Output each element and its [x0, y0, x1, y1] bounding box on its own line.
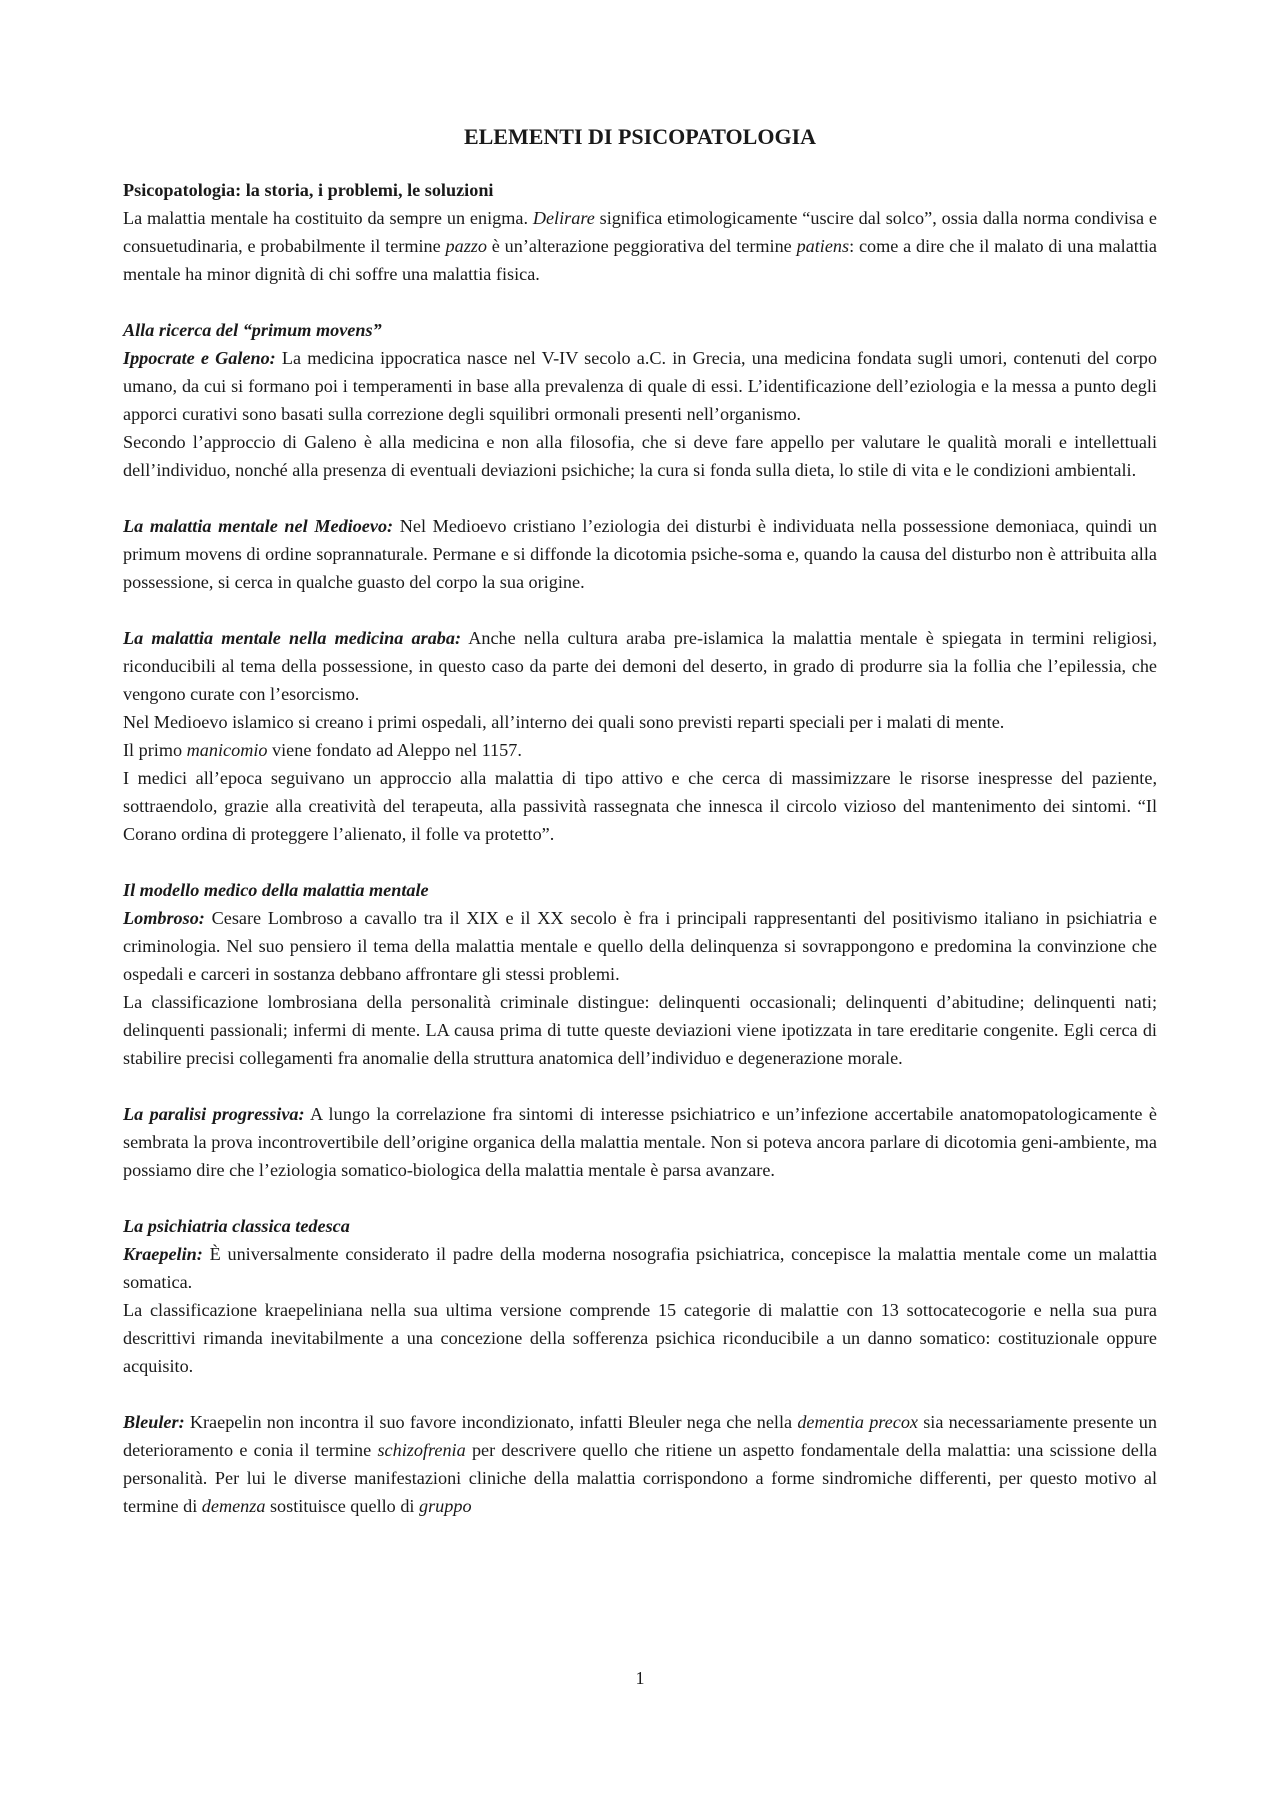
- paragraph-medici: I medici all’epoca seguivano un approccio alla malattia di tipo attivo e che cerca di massimizzare le risorse inespresse del paziente, sottraendolo, grazie alla creatività del terapeuta, alla passività rassegnata che innesca il circolo vizioso del mantenimento dei sintomi. “Il Corano ordina di proteggere l’alienato, il folle va protetto”.: [123, 768, 1157, 844]
- paragraph-bleuler: Bleuler: Kraepelin non incontra il suo favore incondizionato, infatti Bleuler nega che nella dementia precox sia necessariamente presente un deterioramento e conia il termine schizofrenia per descrivere quello che ritiene un aspetto fondamentale della malattia: una scissione della personalità. Per lui le diverse manifestazioni cliniche della malattia corrispondono a forme sindromiche differenti, per questo motivo al termine di demenza sostituisce quello di gruppo: [123, 1412, 1157, 1516]
- paragraph-classificazione-kraepeliniana: La classificazione kraepeliniana nella sua ultima versione comprende 15 categorie di malattie con 13 sottocatecogorie e nella sua pura descrittivi rimanda inevitabilmente a una concezione della sofferenza psichica riconducibile a un danno somatico: costituzionale oppure acquisito.: [123, 1300, 1157, 1376]
- paragraph-ippocrate: Ippocrate e Galeno: La medicina ippocratica nasce nel V-IV secolo a.C. in Grecia, una medicina fondata sugli umori, contenuti del corpo umano, da cui si formano poi i temperamenti in base alla prevalenza di quale di essi. L’identificazione dell’eziologia e la messa a punto degli apporci curativi sono basati sulla correzione degli squilibri ormonali presenti nell’organismo.: [123, 348, 1157, 424]
- paragraph-enigma: La malattia mentale ha costituito da sempre un enigma. Delirare significa etimologicamente “uscire dal solco”, ossia dalla norma condivisa e consuetudinaria, e probabilmente il termine pazzo è un’alterazione peggiorativa del termine patiens: come a dire che il malato di una malattia mentale ha minor dignità di chi soffre una malattia fisica.: [123, 208, 1157, 284]
- paragraph-lombroso: Lombroso: Cesare Lombroso a cavallo tra il XIX e il XX secolo è fra i principali rappresentanti del positivismo italiano in psichiatria e criminologia. Nel suo pensiero il tema della malattia mentale e quello della delinquenza si sovrappongono e predomina la convinzione che ospedali e carceri in sostanza debbano affrontare gli stessi problemi.: [123, 908, 1157, 984]
- page-number: 1: [635, 1668, 645, 1688]
- section-heading-modello-medico: Il modello medico della malattia mentale: [123, 880, 429, 900]
- paragraph-kraepelin: Kraepelin: È universalmente considerato il padre della moderna nosografia psichiatrica, concepisce la malattia mentale come un malattia somatica.: [123, 1244, 1157, 1292]
- section-heading-primum-movens: Alla ricerca del “primum movens”: [123, 320, 382, 340]
- page-title: ELEMENTI DI PSICOPATOLOGIA: [463, 124, 817, 149]
- paragraph-classificazione-lombrosiana: La classificazione lombrosiana della personalità criminale distingue: delinquenti occasionali; delinquenti d’abitudine; delinquenti nati; delinquenti passionali; infermi di mente. LA causa prima di tutte queste deviazioni viene ipotizzata in tare ereditarie congenite. Egli cerca di stabilire precisi collegamenti fra anomalie della struttura anatomica dell’individuo e degenerazione morale.: [123, 992, 1157, 1068]
- section-heading-storia: Psicopatologia: la storia, i problemi, le soluzioni: [123, 180, 494, 200]
- paragraph-paralisi: La paralisi progressiva: A lungo la correlazione fra sintomi di interesse psichiatrico e un’infezione accertabile anatomopatologicamente è sembrata la prova incontrovertibile dell’origine organica della malattia mentale. Non si poteva ancora parlare di dicotomia geni-ambiente, ma possiamo dire che l’eziologia somatico-biologica della malattia mentale è parsa avanzare.: [123, 1104, 1157, 1180]
- document-body: [123, 122, 1157, 1520]
- section-heading-psichiatria-tedesca: La psichiatria classica tedesca: [123, 1216, 350, 1236]
- paragraph-ospedali: Nel Medioevo islamico si creano i primi ospedali, all’interno dei quali sono previsti reparti speciali per i malati di mente.: [123, 712, 1005, 732]
- paragraph-medioevo: La malattia mentale nel Medioevo: Nel Medioevo cristiano l’eziologia dei disturbi è individuata nella possessione demoniaca, quindi un primum movens di ordine soprannaturale. Permane e si diffonde la dicotomia psiche-soma e, quando la causa del disturbo non è attribuita alla possessione, si cerca in qualche guasto del corpo la sua origine.: [123, 516, 1157, 592]
- paragraph-medicina-araba: La malattia mentale nella medicina araba: Anche nella cultura araba pre-islamica la malattia mentale è spiegata in termini religiosi, riconducibili al tema della possessione, in questo caso da parte dei demoni del deserto, in grado di produrre sia la follia che l’epilessia, che vengono curate con l’esorcismo.: [123, 628, 1157, 704]
- paragraph-galeno: Secondo l’approccio di Galeno è alla medicina e non alla filosofia, che si deve fare appello per valutare le qualità morali e intellettuali dell’individuo, nonché alla presenza di eventuali deviazioni psichiche; la cura si fonda sulla dieta, lo stile di vita e le condizioni ambientali.: [123, 432, 1157, 480]
- paragraph-manicomio: Il primo manicomio viene fondato ad Aleppo nel 1157.: [123, 740, 522, 760]
